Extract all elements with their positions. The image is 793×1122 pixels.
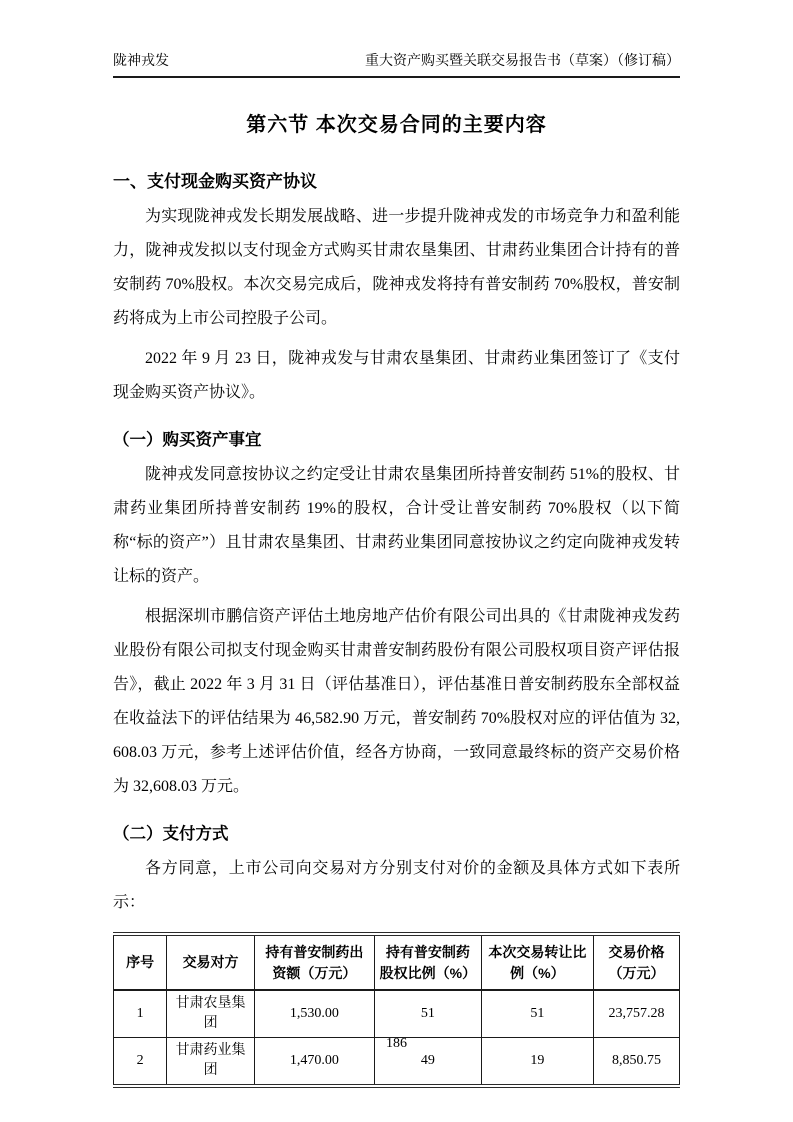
cell-transfer-ratio: 51: [481, 990, 593, 1038]
section-heading-payment-agreement: 一、支付现金购买资产协议: [113, 172, 317, 191]
col-header-capital-contribution: 持有普安制药出资额（万元）: [254, 934, 374, 990]
payment-table: [113, 932, 680, 1088]
cell-counterparty: 甘肃农垦集团: [167, 990, 255, 1038]
header-report-title: 重大资产购买暨关联交易报告书（草案）（修订稿）: [365, 54, 680, 69]
chapter-title: 第六节 本次交易合同的主要内容: [246, 114, 547, 136]
cell-index: 2: [114, 1038, 167, 1087]
paragraph-strategy: 为实现陇神戎发长期发展战略、进一步提升陇神戎发的市场竞争力和盈利能力，陇神戎发拟以支付现金方式购买甘肃农垦集团、甘肃药业集团合计持有的普安制药 70%股权。本次交易完成后，陇神戎发将持有普安制药 70%股权，普安制药将成为上市公司控股子公司。: [113, 208, 680, 327]
header-company-name: 陇神戎发: [113, 54, 169, 69]
paragraph-payment-intro: 各方同意，上市公司向交易对方分别支付对价的金额及具体方式如下表所示：: [113, 860, 680, 911]
paragraph-valuation: 根据深圳市鹏信资产评估土地房地产估价有限公司出具的《甘肃陇神戎发药业股份有限公司拟支付现金购买甘肃普安制药股份有限公司股权项目资产评估报告》，截止 2022 年 3 月 31 日（评估基准日），评估基准日普安制药股东全部权益在收益法下的评估结果为 46,582.90 万元，普安制药 70%股权对应的评估值为 32,608.03 万元，参考上述评估价值，经各方协商，一致同意最终标的资产交易价格为 32,608.03 万元。: [113, 608, 680, 795]
document-content: [113, 100, 680, 1088]
cell-transaction-price: 23,757.28: [593, 990, 679, 1038]
cell-capital-contribution: 1,530.00: [254, 990, 374, 1038]
subsection-heading-payment-method: （二）支付方式: [113, 825, 229, 843]
cell-equity-ratio: 51: [374, 990, 481, 1038]
cell-equity-ratio: 49: [374, 1038, 481, 1087]
col-header-index: 序号: [114, 934, 167, 990]
page-number: 186: [386, 1036, 407, 1051]
page-header: [113, 52, 680, 78]
col-header-transfer-ratio: 本次交易转让比例（%）: [481, 934, 593, 990]
cell-index: 1: [114, 990, 167, 1038]
cell-transfer-ratio: 19: [481, 1038, 593, 1087]
cell-capital-contribution: 1,470.00: [254, 1038, 374, 1087]
paragraph-signing-date: 2022 年 9 月 23 日，陇神戎发与甘肃农垦集团、甘肃药业集团签订了《支付现金购买资产协议》。: [113, 350, 680, 401]
col-header-counterparty: 交易对方: [167, 934, 255, 990]
cell-counterparty: 甘肃药业集团: [167, 1038, 255, 1087]
col-header-equity-ratio: 持有普安制药股权比例（%）: [374, 934, 481, 990]
paragraph-transfer-terms: 陇神戎发同意按协议之约定受让甘肃农垦集团所持普安制药 51%的股权、甘肃药业集团所持普安制药 19%的股权，合计受让普安制药 70%股权（以下简称“标的资产”）且甘肃农垦集团、甘肃药业集团同意按协议之约定向陇神戎发转让标的资产。: [113, 466, 680, 585]
table-header-row: [114, 934, 680, 990]
cell-transaction-price: 8,850.75: [593, 1038, 679, 1087]
table-row: [114, 990, 680, 1038]
subsection-heading-asset-purchase: （一）购买资产事宜: [113, 431, 262, 449]
col-header-transaction-price: 交易价格（万元）: [593, 934, 679, 990]
